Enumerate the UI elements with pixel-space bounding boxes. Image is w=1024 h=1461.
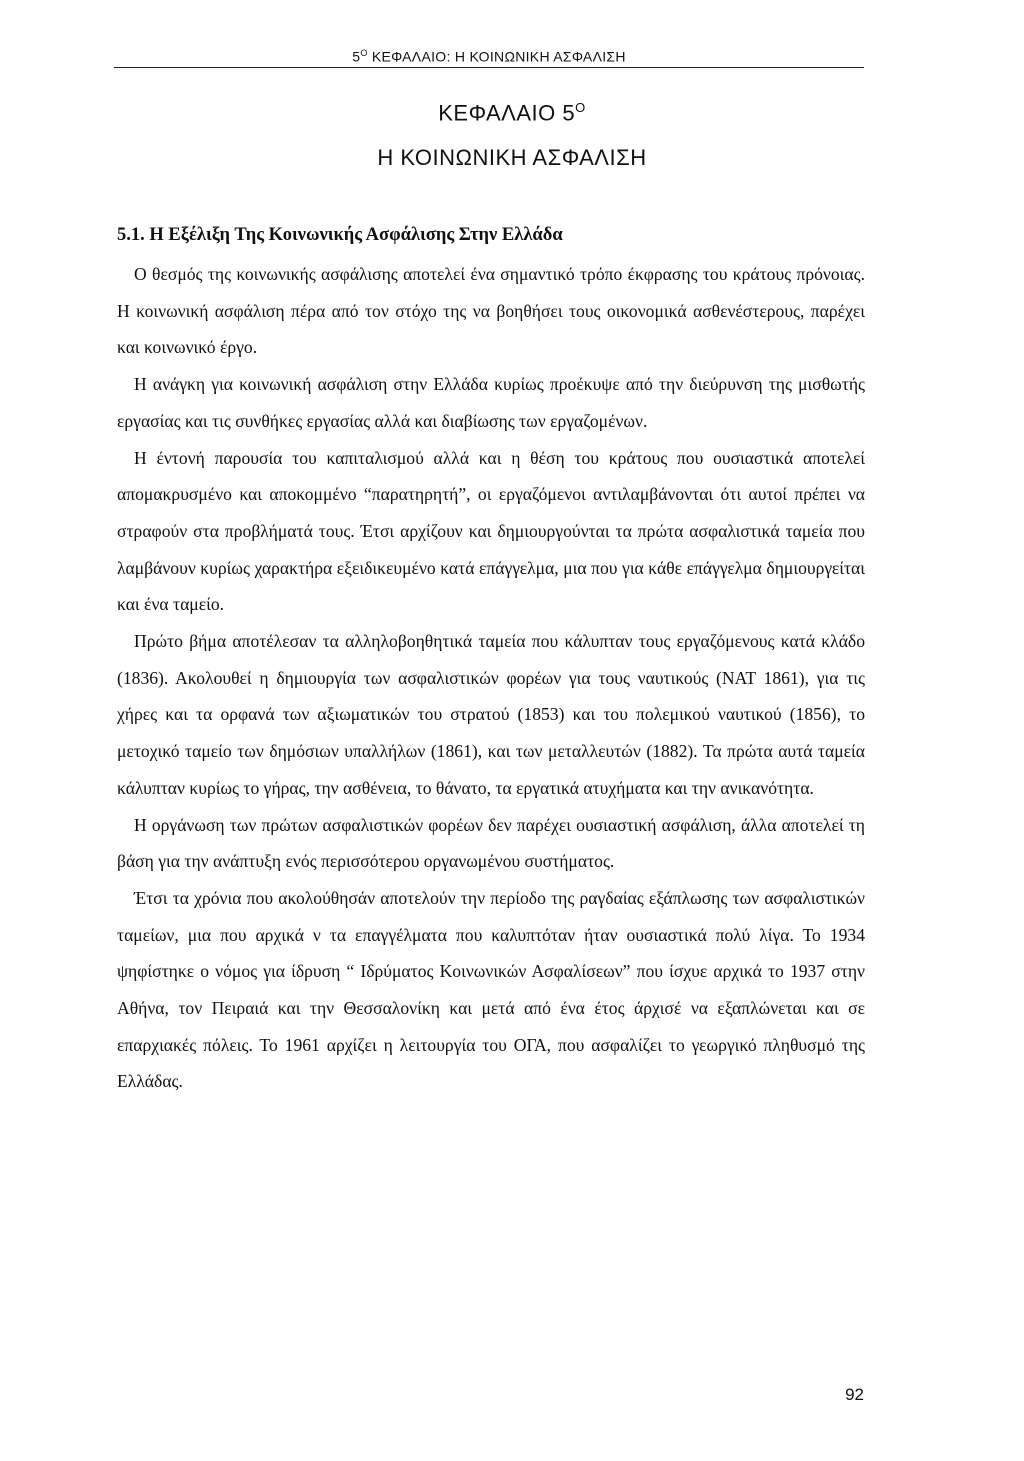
paragraph: Η έντονή παρουσία του καπιταλισμού αλλά και η θέση του κράτους που ουσιαστικά αποτελεί απομακρυσμένο και αποκομμένο “παρατηρητή”, οι εργαζόμενοι αντιλαμβάνονται ότι αυτοί πρέπει να στραφούν στα προβλήματά τους. Έτσι αρχίζουν και δημιουργούνται τα πρώτα ασφαλιστικά ταμεία που λαμβάνουν κυρίως χαρακτήρα εξειδικευμένο κατά επάγγελμα, μια που για κάθε επάγγελμα δημιουργείται και ένα ταμείο.: [117, 447, 865, 615]
header-chapter-number: 5: [352, 48, 361, 65]
body-text: [117, 256, 865, 1100]
paragraph: Ο θεσμός της κοινωνικής ασφάλισης αποτελεί ένα σημαντικό τρόπο έκφρασης του κράτους πρόνοιας. Η κοινωνική ασφάλιση πέρα από τον στόχο της να βοηθήσει τους οικονομικά ασθενέστερους, παρέχει και κοινωνικό έργο.: [117, 264, 865, 358]
chapter-title-text: ΚΕΦΑΛΑΙΟ 5: [438, 100, 576, 126]
chapter-title-superscript: O: [575, 100, 586, 115]
paragraph: Έτσι τα χρόνια που ακολούθησάν αποτελούν την περίοδο της ραγδαίας εξάπλωσης των ασφαλιστικών ταμείων, μια που αρχικά ν τα επαγγέλματα που καλυπτόταν ήταν ουσιαστικά πολύ λίγα. Το 1934 ψηφίστηκε ο νόμος για ίδρυση “ Ιδρύματος Κοινωνικών Ασφαλίσεων” που ίσχυε αρχικά το 1937 στην Αθήνα, τον Πειραιά και την Θεσσαλονίκη και μετά από ένα έτος άρχισέ να εξαπλώνεται και σε επαρχιακές πόλεις. Το 1961 αρχίζει η λειτουργία του ΟΓΑ, που ασφαλίζει το γεωργικό πληθυσμό της Ελλάδας.: [117, 887, 865, 1092]
paragraph: Η ανάγκη για κοινωνική ασφάλιση στην Ελλάδα κυρίως προέκυψε από την διεύρυνση της μισθωτής εργασίας και τις συνθήκες εργασίας αλλά και διαβίωσης των εργαζομένων.: [117, 374, 865, 431]
section-heading: 5.1. Η Εξέλιξη Της Κοινωνικής Ασφάλισης Στην Ελλάδα: [117, 225, 563, 245]
page-number: 92: [845, 1385, 864, 1404]
header-running-title: ΚΕΦΑΛΑΙΟ: Η ΚΟΙΝΩΝΙΚΗ ΑΣΦΑΛΙΣΗ: [367, 48, 626, 65]
chapter-subtitle: Η ΚΟΙΝΩΝΙΚΗ ΑΣΦΑΛΙΣΗ: [377, 145, 647, 170]
running-header: [114, 48, 864, 65]
paragraph: Η οργάνωση των πρώτων ασφαλιστικών φορέων δεν παρέχει ουσιαστική ασφάλιση, άλλα αποτελεί τη βάση για την ανάπτυξη ενός περισσότερου οργανωμένου συστήματος.: [117, 814, 865, 872]
paragraph: Πρώτο βήμα αποτέλεσαν τα αλληλοβοηθητικά ταμεία που κάλυπταν τους εργαζόμενους κατά κλάδο (1836). Ακολουθεί η δημιουργία των ασφαλιστικών φορέων για τους ναυτικούς (ΝΑΤ 1861), για τις χήρες και τα ορφανά των αξιωματικών του στρατού (1853) και του πολεμικού ναυτικού (1856), το μετοχικό ταμείο των δημόσιων υπαλλήλων (1861), και των μεταλλευτών (1882). Τα πρώτα αυτά ταμεία κάλυπταν κυρίως το γήρας, την ασθένεια, το θάνατο, τα εργατικά ατυχήματα και την ανικανότητα.: [117, 631, 865, 798]
header-rule: [114, 67, 864, 68]
header-chapter-superscript: O: [360, 48, 368, 58]
chapter-title: [0, 100, 1024, 126]
